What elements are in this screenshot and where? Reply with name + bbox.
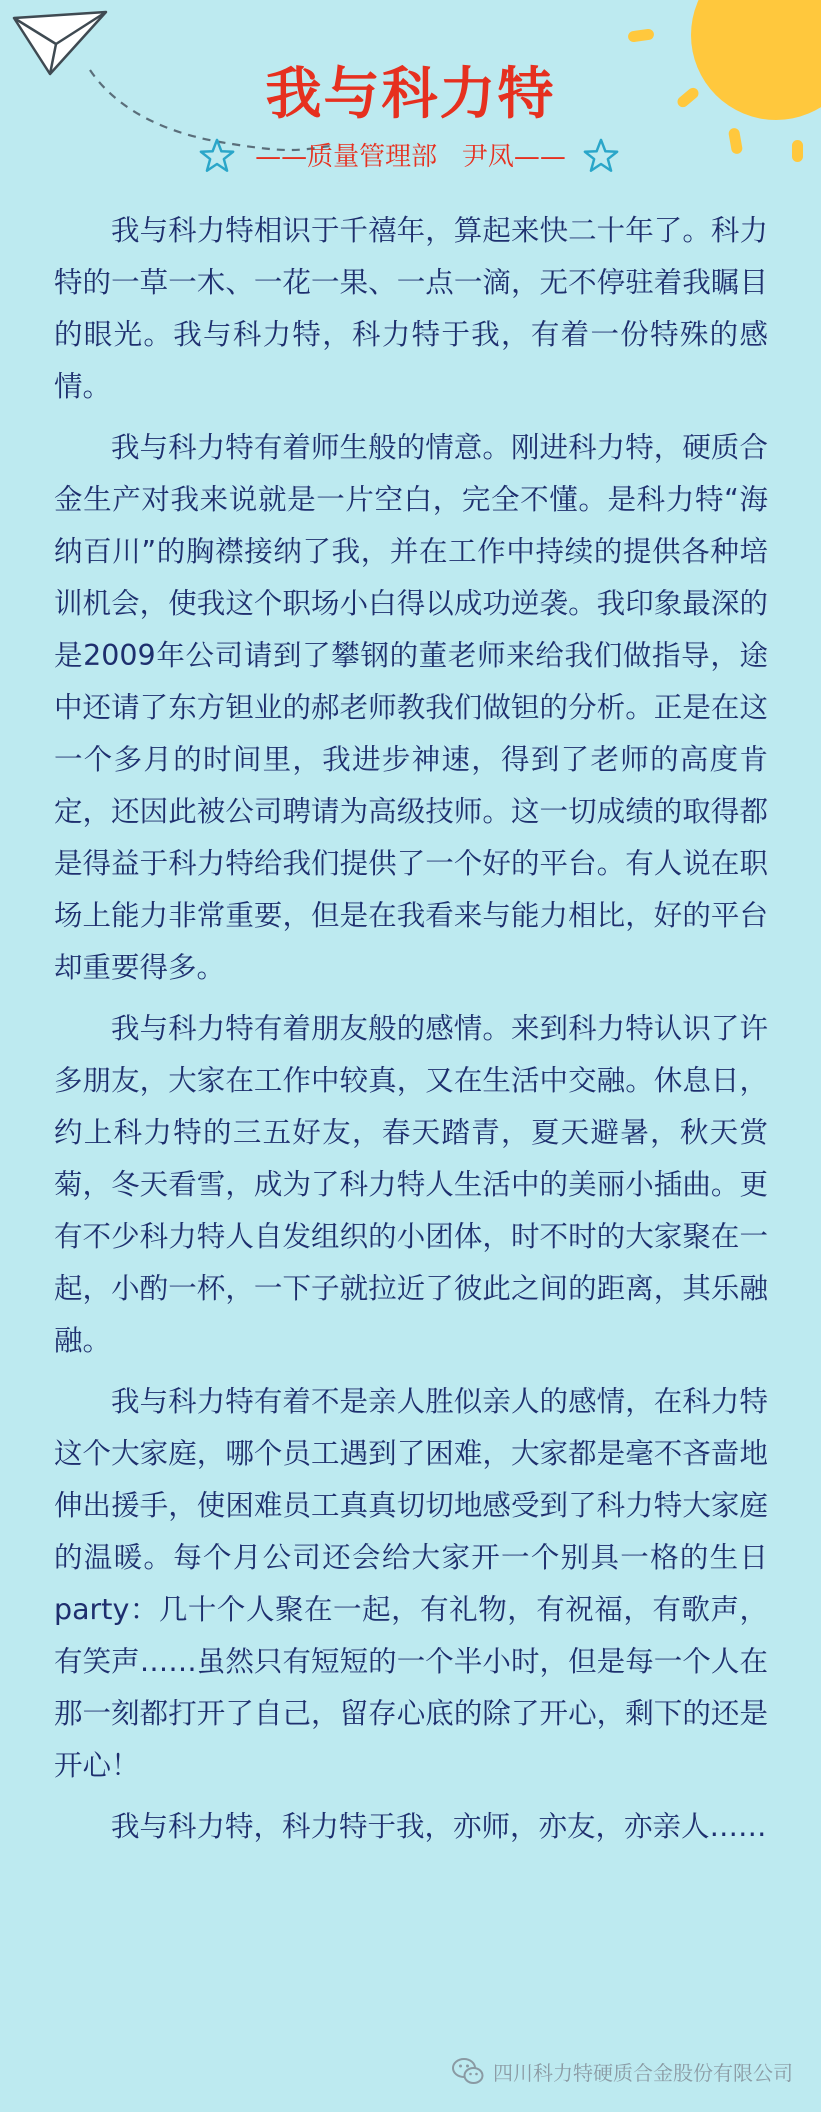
author-byline: ——质量管理部 尹凤—— <box>255 142 566 172</box>
star-icon <box>582 137 620 175</box>
page-title: 我与科力特 <box>265 62 556 127</box>
wechat-icon <box>451 2056 485 2086</box>
article-paragraph: 我与科力特有着朋友般的感情。来到科力特认识了许多朋友，大家在工作中较真，又在生活中交融。休息日，约上科力特的三五好友，春天踏青，夏天避暑，秋天赏菊，冬天看雪，成为了科力特人生活中的美丽小插曲。更有不少科力特人自发组织的小团体，时不时的大家聚在一起，小酌一杯，一下子就拉近了彼此之间的距离，其乐融融。 <box>54 1012 768 1357</box>
article-body <box>54 205 768 1862</box>
article-paragraph: 我与科力特有着师生般的情意。刚进科力特，硬质合金生产对我来说就是一片空白，完全不懂。是科力特“海纳百川”的胸襟接纳了我，并在工作中持续的提供各种培训机会，使我这个职场小白得以成功逆袭。我印象最深的是2009年公司请到了攀钢的董老师来给我们做指导，途中还请了东方钽业的郝老师教我们做钽的分析。正是在这一个多月的时间里，我进步神速，得到了老师的高度肯定，还因此被公司聘请为高级技师。这一切成绩的取得都是得益于科力特给我们提供了一个好的平台。有人说在职场上能力非常重要，但是在我看来与能力相比，好的平台却重要得多。 <box>54 431 768 984</box>
subtitle-row <box>0 135 821 179</box>
article-paragraph: 我与科力特，科力特于我，亦师，亦友，亦亲人…… <box>111 1810 767 1843</box>
source-watermark <box>451 2054 793 2088</box>
article-paragraph: 我与科力特相识于千禧年，算起来快二十年了。科力特的一草一木、一花一果、一点一滴，无不停驻着我瞩目的眼光。我与科力特，科力特于我，有着一份特殊的感情。 <box>54 214 768 403</box>
article-paragraph: 我与科力特有着不是亲人胜似亲人的感情，在科力特这个大家庭，哪个员工遇到了困难，大家都是毫不吝啬地伸出援手，使困难员工真真切切地感受到了科力特大家庭的温暖。每个月公司还会给大家开一个别具一格的生日party：几十个人聚在一起，有礼物，有祝福，有歌声，有笑声……虽然只有短短的一个半小时，但是每一个人在那一刻都打开了自己，留存心底的除了开心，剩下的还是开心！ <box>54 1385 768 1782</box>
watermark-text: 四川科力特硬质合金股份有限公司 <box>493 2060 793 2085</box>
